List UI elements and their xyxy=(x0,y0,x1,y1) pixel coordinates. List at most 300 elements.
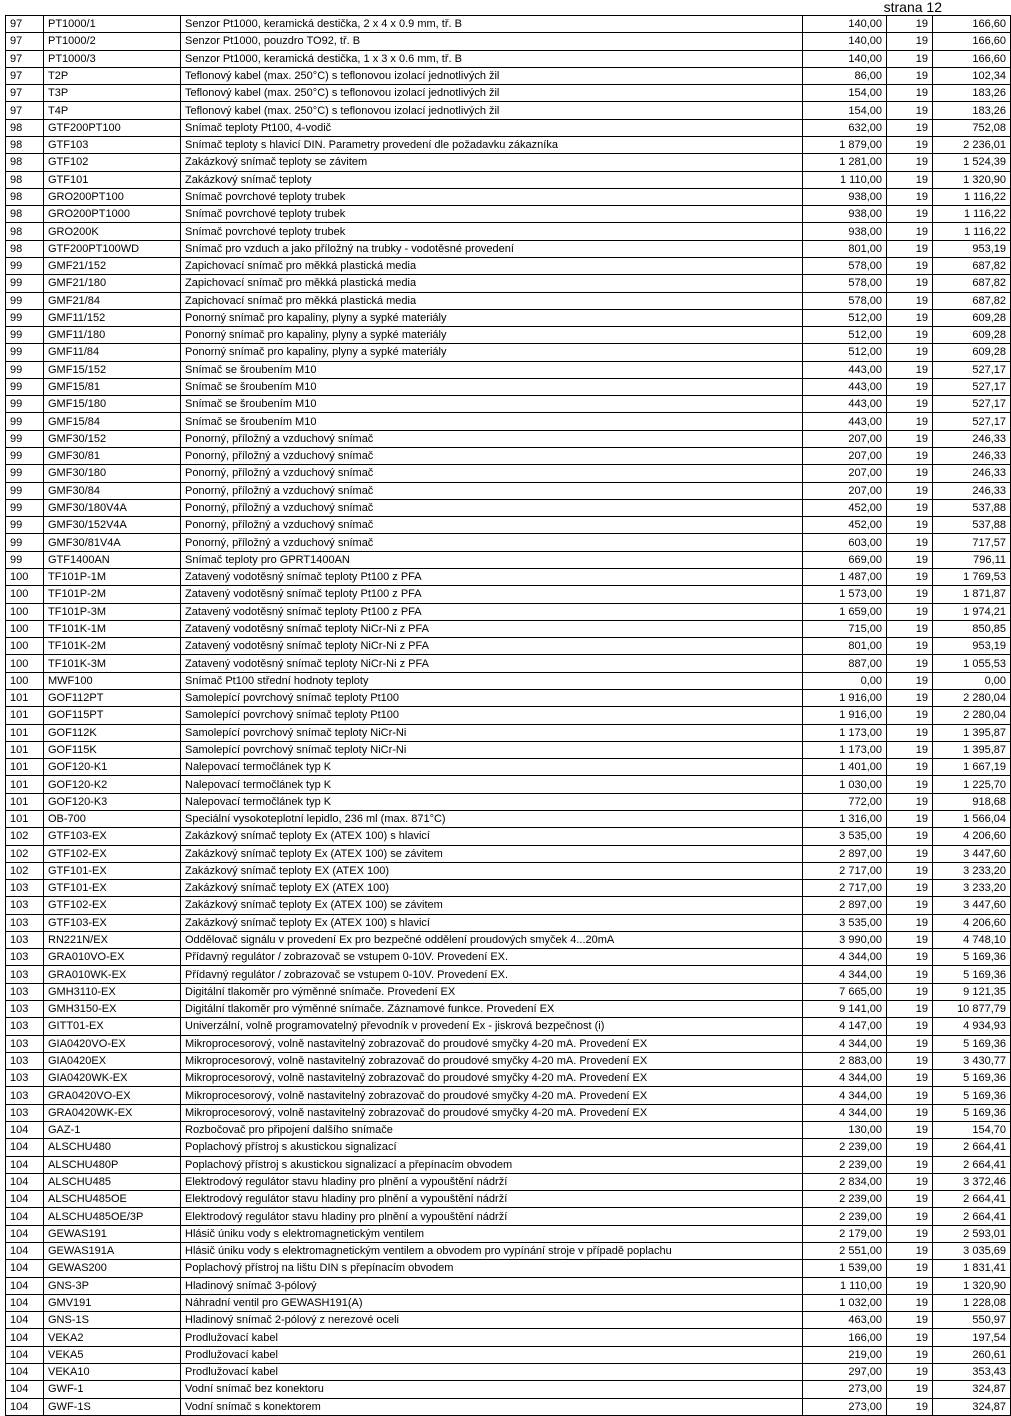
product-code-cell: GOF120-K2 xyxy=(44,776,181,793)
table-row xyxy=(6,810,1011,827)
vat-rate-cell: 19 xyxy=(887,430,933,447)
total-price-cell: 687,82 xyxy=(933,257,1011,274)
product-code-cell: GTF200PT100 xyxy=(44,119,181,136)
price-cell: 4 344,00 xyxy=(803,1035,887,1052)
vat-rate-cell: 19 xyxy=(887,845,933,862)
total-price-cell: 3 447,60 xyxy=(933,897,1011,914)
price-cell: 0,00 xyxy=(803,672,887,689)
vat-rate-cell: 19 xyxy=(887,309,933,326)
product-code-cell: MWF100 xyxy=(44,672,181,689)
vat-rate-cell: 19 xyxy=(887,776,933,793)
total-price-cell: 5 169,36 xyxy=(933,1087,1011,1104)
price-cell: 3 535,00 xyxy=(803,914,887,931)
product-code-cell: GNS-3P xyxy=(44,1277,181,1294)
vat-rate-cell: 19 xyxy=(887,1225,933,1242)
vat-rate-cell: 19 xyxy=(887,655,933,672)
vat-rate-cell: 19 xyxy=(887,1346,933,1363)
description-cell: Teflonový kabel (max. 250°C) s teflonovou izolací jednotlivých žil xyxy=(181,67,803,84)
product-code-cell: GTF103-EX xyxy=(44,914,181,931)
product-code-cell: GMF15/84 xyxy=(44,413,181,430)
vat-rate-cell: 19 xyxy=(887,1191,933,1208)
table-row xyxy=(6,983,1011,1000)
product-code-cell: ALSCHU485OE xyxy=(44,1191,181,1208)
catalog-page-cell: 102 xyxy=(6,828,44,845)
table-row xyxy=(6,448,1011,465)
vat-rate-cell: 19 xyxy=(887,517,933,534)
total-price-cell: 246,33 xyxy=(933,430,1011,447)
description-cell: Zakázkový snímač teploty EX (ATEX 100) xyxy=(181,862,803,879)
product-code-cell: GMF15/152 xyxy=(44,361,181,378)
price-cell: 578,00 xyxy=(803,257,887,274)
price-cell: 154,00 xyxy=(803,102,887,119)
product-code-cell: GTF101-EX xyxy=(44,862,181,879)
description-cell: Hlásič úniku vody s elektromagnetickým ventilem a obvodem pro vypínání stroje v případě poplachu xyxy=(181,1242,803,1259)
total-price-cell: 5 169,36 xyxy=(933,1035,1011,1052)
catalog-page-cell: 104 xyxy=(6,1242,44,1259)
product-code-cell: TF101P-1M xyxy=(44,569,181,586)
vat-rate-cell: 19 xyxy=(887,188,933,205)
catalog-page-cell: 101 xyxy=(6,741,44,758)
description-cell: Vodní snímač bez konektoru xyxy=(181,1381,803,1398)
price-cell: 130,00 xyxy=(803,1122,887,1139)
description-cell: Ponorný, příložný a vzduchový snímač xyxy=(181,430,803,447)
total-price-cell: 527,17 xyxy=(933,413,1011,430)
vat-rate-cell: 19 xyxy=(887,931,933,948)
price-cell: 86,00 xyxy=(803,67,887,84)
table-row xyxy=(6,1052,1011,1069)
vat-rate-cell: 19 xyxy=(887,1363,933,1380)
catalog-page-cell: 99 xyxy=(6,448,44,465)
vat-rate-cell: 19 xyxy=(887,672,933,689)
price-cell: 443,00 xyxy=(803,378,887,395)
vat-rate-cell: 19 xyxy=(887,67,933,84)
catalog-page-cell: 104 xyxy=(6,1122,44,1139)
catalog-page-cell: 100 xyxy=(6,638,44,655)
catalog-page-cell: 103 xyxy=(6,949,44,966)
vat-rate-cell: 19 xyxy=(887,1398,933,1415)
catalog-page-cell: 101 xyxy=(6,707,44,724)
total-price-cell: 850,85 xyxy=(933,620,1011,637)
description-cell: Ponorný, příložný a vzduchový snímač xyxy=(181,534,803,551)
catalog-page-cell: 103 xyxy=(6,914,44,931)
description-cell: Nalepovací termočlánek typ K xyxy=(181,776,803,793)
product-code-cell: GEWAS191 xyxy=(44,1225,181,1242)
catalog-page-cell: 104 xyxy=(6,1363,44,1380)
catalog-page-cell: 104 xyxy=(6,1156,44,1173)
total-price-cell: 3 430,77 xyxy=(933,1052,1011,1069)
product-code-cell: TF101P-3M xyxy=(44,603,181,620)
description-cell: Zatavený vodotěsný snímač teploty Pt100 z PFA xyxy=(181,586,803,603)
vat-rate-cell: 19 xyxy=(887,586,933,603)
product-code-cell: GOF120-K1 xyxy=(44,759,181,776)
total-price-cell: 197,54 xyxy=(933,1329,1011,1346)
table-row xyxy=(6,1363,1011,1380)
catalog-page-cell: 101 xyxy=(6,689,44,706)
price-cell: 2 717,00 xyxy=(803,862,887,879)
table-row xyxy=(6,1087,1011,1104)
catalog-page-cell: 99 xyxy=(6,292,44,309)
table-row xyxy=(6,897,1011,914)
product-code-cell: VEKA5 xyxy=(44,1346,181,1363)
description-cell: Prodlužovací kabel xyxy=(181,1363,803,1380)
table-row xyxy=(6,517,1011,534)
product-code-cell: RN221N/EX xyxy=(44,931,181,948)
description-cell: Snímač pro vzduch a jako příložný na trubky - vodotěsné provedení xyxy=(181,240,803,257)
product-code-cell: GOF120-K3 xyxy=(44,793,181,810)
total-price-cell: 166,60 xyxy=(933,16,1011,33)
table-row xyxy=(6,1156,1011,1173)
total-price-cell: 1 116,22 xyxy=(933,223,1011,240)
description-cell: Elektrodový regulátor stavu hladiny pro plnění a vypouštění nádrží xyxy=(181,1191,803,1208)
description-cell: Hladinový snímač 3-pólový xyxy=(181,1277,803,1294)
catalog-page-cell: 97 xyxy=(6,16,44,33)
price-cell: 1 659,00 xyxy=(803,603,887,620)
product-code-cell: GOF115PT xyxy=(44,707,181,724)
vat-rate-cell: 19 xyxy=(887,292,933,309)
description-cell: Digitální tlakoměr pro výměnné snímače. Provedení EX xyxy=(181,983,803,1000)
vat-rate-cell: 19 xyxy=(887,119,933,136)
description-cell: Teflonový kabel (max. 250°C) s teflonovou izolací jednotlivých žil xyxy=(181,85,803,102)
table-row xyxy=(6,1173,1011,1190)
total-price-cell: 1 320,90 xyxy=(933,171,1011,188)
table-row xyxy=(6,309,1011,326)
price-cell: 1 281,00 xyxy=(803,154,887,171)
price-cell: 443,00 xyxy=(803,361,887,378)
description-cell: Snímač povrchové teploty trubek xyxy=(181,223,803,240)
catalog-page-cell: 104 xyxy=(6,1277,44,1294)
price-cell: 140,00 xyxy=(803,33,887,50)
description-cell: Zakázkový snímač teploty EX (ATEX 100) xyxy=(181,880,803,897)
page-number: strana 12 xyxy=(883,0,942,15)
price-cell: 2 551,00 xyxy=(803,1242,887,1259)
vat-rate-cell: 19 xyxy=(887,1104,933,1121)
vat-rate-cell: 19 xyxy=(887,1122,933,1139)
catalog-page-cell: 103 xyxy=(6,983,44,1000)
price-cell: 2 239,00 xyxy=(803,1208,887,1225)
catalog-page-cell: 101 xyxy=(6,810,44,827)
total-price-cell: 5 169,36 xyxy=(933,949,1011,966)
product-code-cell: GTF101-EX xyxy=(44,880,181,897)
table-row xyxy=(6,67,1011,84)
description-cell: Snímač se šroubením M10 xyxy=(181,378,803,395)
product-code-cell: PT1000/1 xyxy=(44,16,181,33)
vat-rate-cell: 19 xyxy=(887,154,933,171)
catalog-page-cell: 99 xyxy=(6,534,44,551)
price-cell: 2 239,00 xyxy=(803,1139,887,1156)
catalog-page-cell: 103 xyxy=(6,931,44,948)
table-row xyxy=(6,707,1011,724)
description-cell: Zakázkový snímač teploty Ex (ATEX 100) se závitem xyxy=(181,897,803,914)
price-cell: 772,00 xyxy=(803,793,887,810)
table-row xyxy=(6,1018,1011,1035)
product-code-cell: GMF21/180 xyxy=(44,275,181,292)
vat-rate-cell: 19 xyxy=(887,603,933,620)
product-code-cell: T3P xyxy=(44,85,181,102)
product-code-cell: OB-700 xyxy=(44,810,181,827)
catalog-page-cell: 97 xyxy=(6,33,44,50)
table-row xyxy=(6,257,1011,274)
price-cell: 154,00 xyxy=(803,85,887,102)
table-row xyxy=(6,655,1011,672)
total-price-cell: 1 974,21 xyxy=(933,603,1011,620)
total-price-cell: 4 206,60 xyxy=(933,914,1011,931)
catalog-page-cell: 99 xyxy=(6,430,44,447)
catalog-page-cell: 102 xyxy=(6,862,44,879)
catalog-page-cell: 99 xyxy=(6,517,44,534)
product-code-cell: GMF11/180 xyxy=(44,327,181,344)
total-price-cell: 102,34 xyxy=(933,67,1011,84)
total-price-cell: 5 169,36 xyxy=(933,1104,1011,1121)
table-row xyxy=(6,828,1011,845)
vat-rate-cell: 19 xyxy=(887,880,933,897)
price-cell: 715,00 xyxy=(803,620,887,637)
description-cell: Zakázkový snímač teploty Ex (ATEX 100) s hlavicí xyxy=(181,914,803,931)
catalog-page-cell: 99 xyxy=(6,378,44,395)
total-price-cell: 687,82 xyxy=(933,275,1011,292)
vat-rate-cell: 19 xyxy=(887,724,933,741)
product-code-cell: PT1000/3 xyxy=(44,50,181,67)
total-price-cell: 2 280,04 xyxy=(933,707,1011,724)
vat-rate-cell: 19 xyxy=(887,534,933,551)
vat-rate-cell: 19 xyxy=(887,499,933,516)
product-code-cell: GMF15/81 xyxy=(44,378,181,395)
price-cell: 3 990,00 xyxy=(803,931,887,948)
product-code-cell: GWF-1S xyxy=(44,1398,181,1415)
vat-rate-cell: 19 xyxy=(887,741,933,758)
catalog-page-cell: 97 xyxy=(6,67,44,84)
price-cell: 2 239,00 xyxy=(803,1156,887,1173)
product-code-cell: ALSCHU480P xyxy=(44,1156,181,1173)
catalog-page-cell: 104 xyxy=(6,1225,44,1242)
description-cell: Prodlužovací kabel xyxy=(181,1346,803,1363)
product-code-cell: GTF102-EX xyxy=(44,845,181,862)
product-code-cell: TF101K-1M xyxy=(44,620,181,637)
total-price-cell: 717,57 xyxy=(933,534,1011,551)
total-price-cell: 537,88 xyxy=(933,517,1011,534)
table-row xyxy=(6,1398,1011,1415)
total-price-cell: 1 228,08 xyxy=(933,1294,1011,1311)
product-code-cell: GRA0420VO-EX xyxy=(44,1087,181,1104)
catalog-page-cell: 103 xyxy=(6,1018,44,1035)
total-price-cell: 1 055,53 xyxy=(933,655,1011,672)
total-price-cell: 246,33 xyxy=(933,465,1011,482)
table-row xyxy=(6,603,1011,620)
table-row xyxy=(6,845,1011,862)
total-price-cell: 953,19 xyxy=(933,240,1011,257)
table-row xyxy=(6,1208,1011,1225)
catalog-page-cell: 100 xyxy=(6,620,44,637)
price-cell: 207,00 xyxy=(803,482,887,499)
catalog-page-cell: 101 xyxy=(6,724,44,741)
product-code-cell: GMF30/152 xyxy=(44,430,181,447)
description-cell: Samolepící povrchový snímač teploty Pt100 xyxy=(181,707,803,724)
table-row xyxy=(6,949,1011,966)
vat-rate-cell: 19 xyxy=(887,983,933,1000)
table-row xyxy=(6,1242,1011,1259)
price-cell: 938,00 xyxy=(803,188,887,205)
price-cell: 7 665,00 xyxy=(803,983,887,1000)
table-row xyxy=(6,724,1011,741)
product-code-cell: GIA0420EX xyxy=(44,1052,181,1069)
total-price-cell: 10 877,79 xyxy=(933,1001,1011,1018)
table-row xyxy=(6,862,1011,879)
vat-rate-cell: 19 xyxy=(887,1381,933,1398)
description-cell: Snímač teploty pro GPRT1400AN xyxy=(181,551,803,568)
table-row xyxy=(6,880,1011,897)
price-cell: 1 110,00 xyxy=(803,1277,887,1294)
description-cell: Zatavený vodotěsný snímač teploty NiCr-Ni z PFA xyxy=(181,638,803,655)
description-cell: Zapichovací snímač pro měkká plastická media xyxy=(181,292,803,309)
description-cell: Snímač teploty Pt100, 4-vodič xyxy=(181,119,803,136)
table-row xyxy=(6,1070,1011,1087)
price-cell: 1 401,00 xyxy=(803,759,887,776)
table-row xyxy=(6,136,1011,153)
description-cell: Digitální tlakoměr pro výměnné snímače. Záznamové funkce. Provedení EX xyxy=(181,1001,803,1018)
total-price-cell: 3 035,69 xyxy=(933,1242,1011,1259)
vat-rate-cell: 19 xyxy=(887,1087,933,1104)
description-cell: Hlásič úniku vody s elektromagnetickým ventilem xyxy=(181,1225,803,1242)
description-cell: Ponorný snímač pro kapaliny, plyny a sypké materiály xyxy=(181,344,803,361)
total-price-cell: 1 831,41 xyxy=(933,1260,1011,1277)
table-row xyxy=(6,1225,1011,1242)
vat-rate-cell: 19 xyxy=(887,569,933,586)
table-row xyxy=(6,16,1011,33)
catalog-page-cell: 103 xyxy=(6,1035,44,1052)
vat-rate-cell: 19 xyxy=(887,171,933,188)
catalog-page-cell: 97 xyxy=(6,85,44,102)
product-code-cell: GMF30/180V4A xyxy=(44,499,181,516)
total-price-cell: 2 593,01 xyxy=(933,1225,1011,1242)
description-cell: Ponorný snímač pro kapaliny, plyny a sypké materiály xyxy=(181,309,803,326)
product-code-cell: GMF30/81 xyxy=(44,448,181,465)
total-price-cell: 1 116,22 xyxy=(933,188,1011,205)
vat-rate-cell: 19 xyxy=(887,620,933,637)
product-code-cell: GTF200PT100WD xyxy=(44,240,181,257)
description-cell: Hladinový snímač 2-pólový z nerezové oceli xyxy=(181,1312,803,1329)
product-code-cell: GMF30/81V4A xyxy=(44,534,181,551)
catalog-page-cell: 99 xyxy=(6,482,44,499)
total-price-cell: 5 169,36 xyxy=(933,966,1011,983)
table-row xyxy=(6,1294,1011,1311)
table-row xyxy=(6,534,1011,551)
table-row xyxy=(6,1122,1011,1139)
description-cell: Snímač Pt100 střední hodnoty teploty xyxy=(181,672,803,689)
table-row xyxy=(6,1260,1011,1277)
description-cell: Zatavený vodotěsný snímač teploty Pt100 z PFA xyxy=(181,603,803,620)
product-code-cell: GRA0420WK-EX xyxy=(44,1104,181,1121)
catalog-page-cell: 101 xyxy=(6,759,44,776)
catalog-page-cell: 100 xyxy=(6,586,44,603)
description-cell: Prodlužovací kabel xyxy=(181,1329,803,1346)
description-cell: Speciální vysokoteplotní lepidlo, 236 ml (max. 871°C) xyxy=(181,810,803,827)
product-code-cell: GMF21/152 xyxy=(44,257,181,274)
description-cell: Snímač se šroubením M10 xyxy=(181,361,803,378)
table-row xyxy=(6,344,1011,361)
catalog-page-cell: 98 xyxy=(6,171,44,188)
product-code-cell: GMF30/152V4A xyxy=(44,517,181,534)
total-price-cell: 5 169,36 xyxy=(933,1070,1011,1087)
vat-rate-cell: 19 xyxy=(887,1156,933,1173)
vat-rate-cell: 19 xyxy=(887,33,933,50)
description-cell: Samolepící povrchový snímač teploty NiCr-Ni xyxy=(181,741,803,758)
catalog-page-cell: 98 xyxy=(6,154,44,171)
vat-rate-cell: 19 xyxy=(887,482,933,499)
vat-rate-cell: 19 xyxy=(887,1329,933,1346)
price-cell: 2 897,00 xyxy=(803,845,887,862)
table-row xyxy=(6,1329,1011,1346)
total-price-cell: 1 116,22 xyxy=(933,206,1011,223)
description-cell: Samolepící povrchový snímač teploty Pt100 xyxy=(181,689,803,706)
description-cell: Mikroprocesorový, volně nastavitelný zobrazovač do proudové smyčky 4-20 mA. Provedení EX xyxy=(181,1070,803,1087)
table-row xyxy=(6,275,1011,292)
product-code-cell: GWF-1 xyxy=(44,1381,181,1398)
price-cell: 297,00 xyxy=(803,1363,887,1380)
total-price-cell: 3 447,60 xyxy=(933,845,1011,862)
price-cell: 4 344,00 xyxy=(803,1070,887,1087)
price-cell: 669,00 xyxy=(803,551,887,568)
description-cell: Nalepovací termočlánek typ K xyxy=(181,793,803,810)
vat-rate-cell: 19 xyxy=(887,793,933,810)
table-row xyxy=(6,206,1011,223)
description-cell: Snímač se šroubením M10 xyxy=(181,396,803,413)
vat-rate-cell: 19 xyxy=(887,1260,933,1277)
product-code-cell: GIA0420VO-EX xyxy=(44,1035,181,1052)
product-code-cell: GTF103 xyxy=(44,136,181,153)
catalog-page-cell: 99 xyxy=(6,361,44,378)
product-code-cell: TF101K-3M xyxy=(44,655,181,672)
vat-rate-cell: 19 xyxy=(887,949,933,966)
price-cell: 4 344,00 xyxy=(803,949,887,966)
table-row xyxy=(6,776,1011,793)
catalog-page-cell: 99 xyxy=(6,275,44,292)
total-price-cell: 166,60 xyxy=(933,50,1011,67)
table-row xyxy=(6,154,1011,171)
description-cell: Ponorný, příložný a vzduchový snímač xyxy=(181,482,803,499)
vat-rate-cell: 19 xyxy=(887,344,933,361)
product-code-cell: GEWAS191A xyxy=(44,1242,181,1259)
vat-rate-cell: 19 xyxy=(887,551,933,568)
vat-rate-cell: 19 xyxy=(887,85,933,102)
total-price-cell: 537,88 xyxy=(933,499,1011,516)
vat-rate-cell: 19 xyxy=(887,396,933,413)
price-cell: 2 717,00 xyxy=(803,880,887,897)
product-code-cell: GTF101 xyxy=(44,171,181,188)
table-row xyxy=(6,793,1011,810)
price-cell: 2 239,00 xyxy=(803,1191,887,1208)
total-price-cell: 2 236,01 xyxy=(933,136,1011,153)
table-row xyxy=(6,672,1011,689)
total-price-cell: 527,17 xyxy=(933,396,1011,413)
vat-rate-cell: 19 xyxy=(887,1208,933,1225)
vat-rate-cell: 19 xyxy=(887,206,933,223)
table-row xyxy=(6,586,1011,603)
total-price-cell: 0,00 xyxy=(933,672,1011,689)
price-cell: 140,00 xyxy=(803,50,887,67)
description-cell: Senzor Pt1000, pouzdro TO92, tř. B xyxy=(181,33,803,50)
table-row xyxy=(6,551,1011,568)
table-row xyxy=(6,1381,1011,1398)
total-price-cell: 527,17 xyxy=(933,378,1011,395)
product-code-cell: TF101P-2M xyxy=(44,586,181,603)
description-cell: Zapichovací snímač pro měkká plastická media xyxy=(181,275,803,292)
catalog-page-cell: 104 xyxy=(6,1139,44,1156)
price-cell: 1 573,00 xyxy=(803,586,887,603)
table-row xyxy=(6,482,1011,499)
vat-rate-cell: 19 xyxy=(887,897,933,914)
total-price-cell: 4 748,10 xyxy=(933,931,1011,948)
description-cell: Elektrodový regulátor stavu hladiny pro plnění a vypouštění nádrží xyxy=(181,1208,803,1225)
catalog-page-cell: 98 xyxy=(6,188,44,205)
